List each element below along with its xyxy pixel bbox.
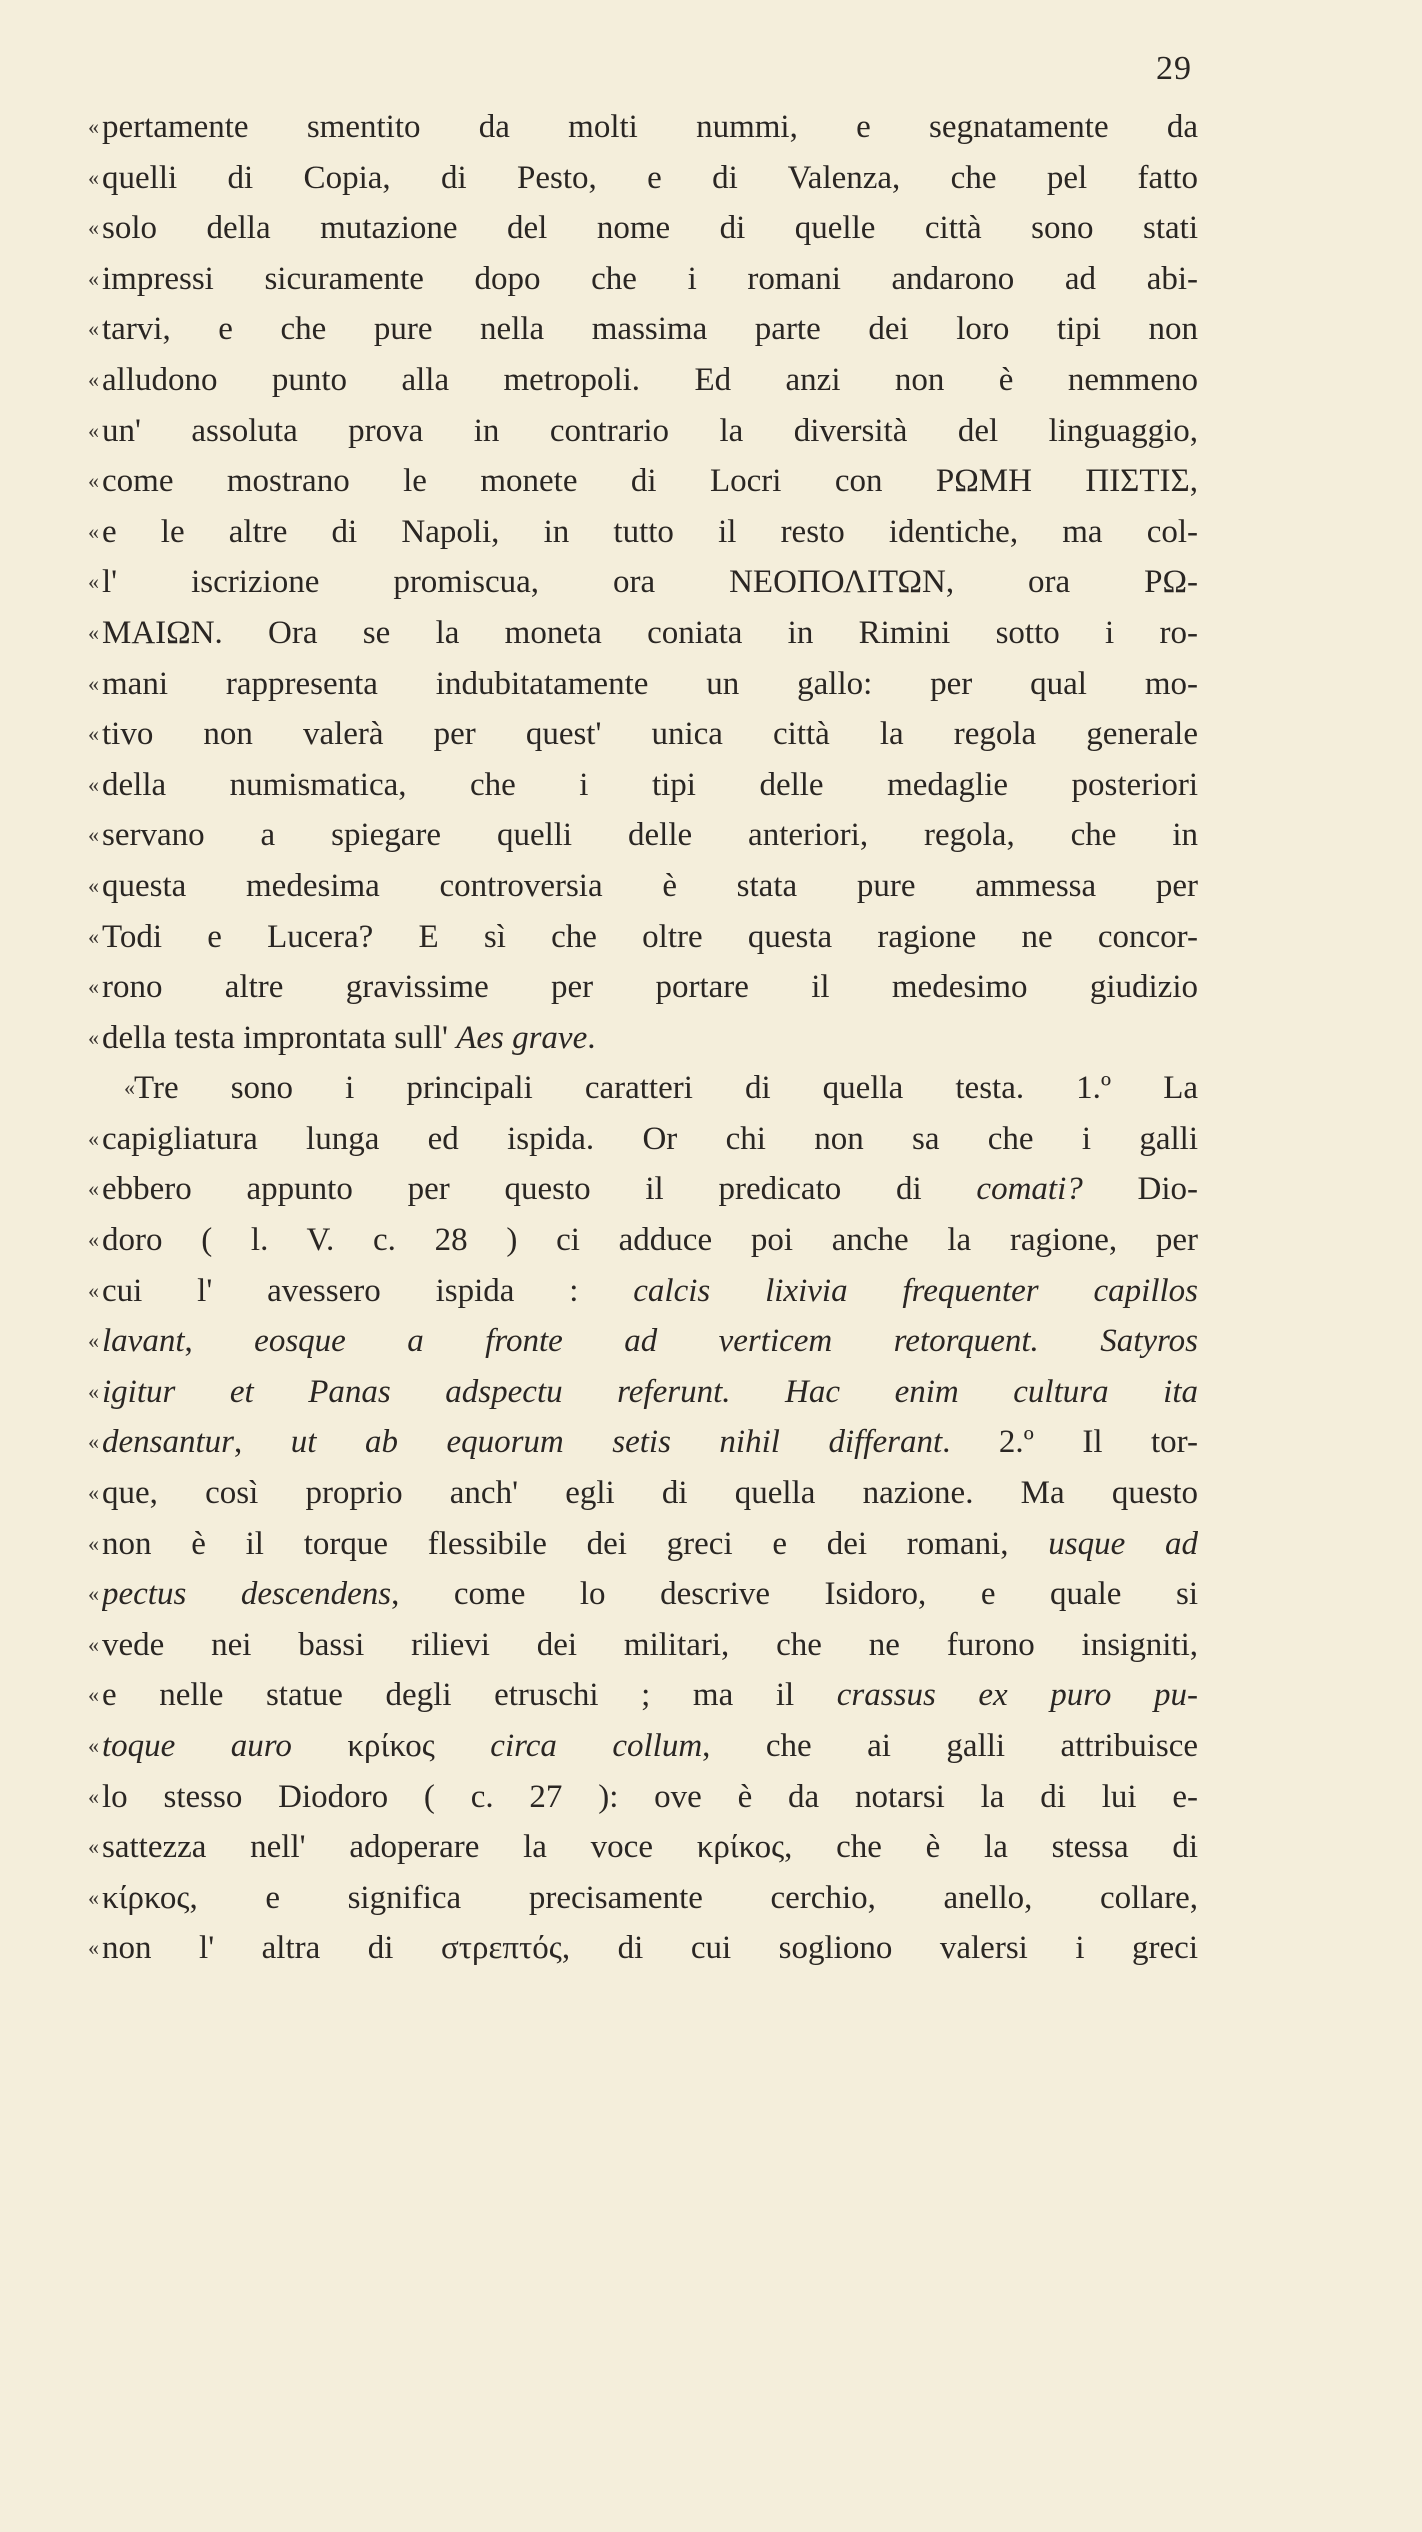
text-line — [88, 1721, 1198, 1772]
quote-mark: « — [88, 468, 99, 494]
text-segment: κρίκος — [291, 1728, 491, 1764]
text-segment: tivo non valerà per quest' unica città la regola generale — [102, 716, 1198, 753]
italic-segment: pectus descendens — [102, 1576, 392, 1613]
quote-mark: « — [88, 518, 99, 544]
text-segment: un' assoluta prova in contrario la diversità del linguaggio, — [102, 412, 1198, 449]
quote-mark: « — [88, 366, 99, 392]
quote-mark: « — [88, 114, 99, 139]
line-text — [102, 1772, 1198, 1823]
text-segment: Dio- — [1082, 1171, 1198, 1208]
text-segment: Todi e Lucera? E sì che oltre questa ragione ne concor- — [102, 918, 1198, 955]
quote-mark: « — [88, 164, 99, 190]
quote-mark: « — [88, 872, 99, 898]
text-segment: non è il torque flessibile dei greci e dei romani, — [102, 1525, 1049, 1562]
text-line — [88, 153, 1198, 204]
line-text — [102, 203, 1198, 254]
line-text — [102, 1923, 1198, 1974]
italic-segment: ut ab equorum setis nihil differant — [290, 1424, 943, 1461]
text-line — [88, 659, 1198, 710]
quote-mark: « — [88, 1834, 99, 1860]
line-text — [102, 1013, 1198, 1064]
text-line — [88, 760, 1198, 811]
quote-mark: « — [88, 721, 99, 747]
quote-mark: « — [88, 265, 99, 291]
quote-mark: « — [88, 1935, 99, 1961]
italic-segment: densantur — [102, 1424, 234, 1461]
line-text — [102, 1417, 1198, 1468]
text-segment: questa medesima controversia è stata pure ammessa per — [102, 867, 1198, 904]
line-text — [102, 1266, 1198, 1317]
quote-mark: « — [88, 1378, 99, 1404]
text-line — [88, 810, 1198, 861]
line-text — [102, 760, 1198, 811]
line-text — [102, 1164, 1198, 1215]
text-segment: sattezza nell' adoperare la voce κρίκος, che è la stessa di — [102, 1829, 1198, 1866]
quote-mark: « — [88, 1125, 99, 1151]
text-line — [88, 1923, 1198, 1974]
line-text — [102, 102, 1198, 153]
text-line — [88, 1114, 1198, 1165]
quote-mark: « — [88, 569, 99, 595]
line-text — [102, 557, 1198, 608]
text-segment: doro ( l. V. c. 28 ) ci adduce poi anche la ragione, per — [102, 1222, 1198, 1259]
line-text — [102, 355, 1198, 406]
text-line — [88, 709, 1198, 760]
text-segment: tarvi, e che pure nella massima parte dei loro tipi non — [102, 311, 1198, 348]
line-text — [102, 1519, 1198, 1570]
italic-segment: crassus ex puro pu- — [836, 1677, 1198, 1714]
text-segment: vede nei bassi rilievi dei militari, che ne furono insigniti, — [102, 1626, 1198, 1663]
quote-mark: « — [88, 1783, 99, 1809]
quote-mark: « — [88, 1581, 99, 1607]
quote-mark: « — [88, 1328, 99, 1354]
text-segment: lo stesso Diodoro ( c. 27 ): ove è da notarsi la di lui e- — [102, 1778, 1198, 1815]
text-line — [88, 304, 1198, 355]
line-text — [102, 861, 1198, 912]
quote-mark: « — [88, 923, 99, 949]
text-line — [88, 1468, 1198, 1519]
text-line — [88, 1063, 1198, 1114]
quote-mark: « — [88, 1480, 99, 1506]
text-line — [88, 1013, 1198, 1064]
text-line — [88, 1316, 1198, 1367]
line-text — [102, 1215, 1198, 1266]
text-segment: della testa improntata sull' — [102, 1019, 457, 1056]
text-segment: . 2.º Il tor- — [942, 1424, 1198, 1461]
text-line — [88, 1670, 1198, 1721]
text-segment: impressi sicuramente dopo che i romani andarono ad abi- — [102, 260, 1198, 297]
line-text — [102, 912, 1198, 963]
line-text — [102, 709, 1198, 760]
line-text — [102, 1721, 1198, 1772]
text-segment: Tre sono i principali caratteri di quella testa. 1.º La — [134, 1070, 1198, 1107]
quote-mark: « — [88, 1176, 99, 1202]
text-line — [88, 203, 1198, 254]
text-line — [88, 1620, 1198, 1671]
quote-mark: « — [88, 1733, 99, 1758]
italic-segment: Aes grave — [456, 1019, 588, 1056]
text-segment: l' iscrizione promiscua, ora ΝΕΟΠΟΛΙΤΩΝ, ora ΡΩ- — [102, 564, 1198, 601]
text-line — [88, 1873, 1198, 1924]
text-line — [88, 507, 1198, 558]
quote-mark: « — [88, 1530, 99, 1556]
line-text — [102, 304, 1198, 355]
line-text — [102, 1316, 1198, 1367]
line-text — [102, 810, 1198, 861]
line-text — [102, 153, 1198, 204]
text-line — [88, 962, 1198, 1013]
text-line — [88, 1215, 1198, 1266]
text-line — [88, 861, 1198, 912]
quote-mark: « — [88, 1024, 99, 1050]
line-text — [102, 1468, 1198, 1519]
line-text — [102, 962, 1198, 1013]
line-text — [102, 1569, 1198, 1620]
italic-segment: lavant — [102, 1323, 185, 1360]
text-segment: alludono punto alla metropoli. Ed anzi non è nemmeno — [102, 361, 1198, 398]
quote-mark: « — [88, 1682, 99, 1708]
line-text — [102, 1114, 1198, 1165]
quote-mark: « — [88, 417, 99, 443]
text-line — [88, 1266, 1198, 1317]
quote-mark: « — [88, 670, 99, 696]
text-segment: mani rappresenta indubitatamente un gallo: per qual mo- — [102, 665, 1198, 702]
text-line — [88, 1519, 1198, 1570]
quote-mark: « — [88, 1884, 99, 1910]
text-segment: , — [234, 1424, 291, 1461]
italic-segment: circa collum — [490, 1728, 703, 1764]
line-text — [102, 608, 1198, 659]
text-segment: della numismatica, che i tipi delle medaglie posteriori — [102, 766, 1198, 803]
quote-mark: « — [88, 316, 99, 342]
line-text — [134, 1063, 1198, 1114]
text-line — [88, 1822, 1198, 1873]
text-line — [88, 102, 1198, 153]
quote-mark: « — [88, 215, 99, 241]
italic-segment: calcis lixivia frequenter capillos — [633, 1272, 1198, 1309]
text-segment: servano a spiegare quelli delle anteriori, regola, che in — [102, 817, 1198, 854]
text-line — [88, 557, 1198, 608]
text-segment: e nelle statue degli etruschi ; ma il — [102, 1677, 837, 1714]
quote-mark: « — [88, 771, 99, 797]
line-text — [102, 1670, 1198, 1721]
line-text — [102, 659, 1198, 710]
text-segment: quelli di Copia, di Pesto, e di Valenza, che pel fatto — [102, 159, 1198, 196]
text-segment: e le altre di Napoli, in tutto il resto identiche, ma col- — [102, 513, 1198, 550]
quote-mark: « — [88, 1631, 99, 1657]
text-segment: , — [184, 1323, 255, 1360]
text-segment: , come lo descrive Isidoro, e quale si — [391, 1576, 1198, 1613]
quote-mark: « — [88, 974, 99, 1000]
line-text — [102, 1367, 1198, 1418]
text-line — [88, 406, 1198, 457]
text-line — [88, 456, 1198, 507]
line-text — [102, 1620, 1198, 1671]
text-segment: . — [587, 1019, 596, 1056]
italic-segment: comati? — [976, 1171, 1083, 1208]
text-segment: solo della mutazione del nome di quelle città sono stati — [102, 210, 1198, 247]
line-text — [102, 254, 1198, 305]
text-line — [88, 608, 1198, 659]
text-segment: pertamente smentito da molti nummi, e segnatamente da — [102, 109, 1198, 145]
text-segment: rono altre gravissime per portare il medesimo giudizio — [102, 969, 1198, 1006]
quote-mark: « — [88, 619, 99, 645]
line-text — [102, 406, 1198, 457]
text-line — [88, 912, 1198, 963]
text-line — [88, 254, 1198, 305]
quote-mark: « — [88, 1277, 99, 1303]
text-line — [88, 1367, 1198, 1418]
text-segment: κίρκος, e significa precisamente cerchio, anello, collare, — [102, 1879, 1198, 1916]
quote-mark: « — [124, 1075, 135, 1101]
body-text — [88, 102, 1198, 1974]
page-number: 29 — [1156, 50, 1192, 87]
text-line — [88, 1417, 1198, 1468]
text-line — [88, 1164, 1198, 1215]
line-text — [102, 456, 1198, 507]
line-text — [102, 507, 1198, 558]
text-line — [88, 355, 1198, 406]
quote-mark: « — [88, 1429, 99, 1455]
text-segment: , che ai galli attribuisce — [702, 1728, 1198, 1764]
text-line — [88, 1569, 1198, 1620]
text-segment: come mostrano le monete di Locri con ΡΩΜΗ ΠΙΣΤΙΣ, — [102, 463, 1198, 500]
line-text — [102, 1873, 1198, 1924]
text-segment: ebbero appunto per questo il predicato di — [102, 1171, 977, 1208]
line-text — [102, 1822, 1198, 1873]
text-segment: cui l' avessero ispida : — [102, 1272, 634, 1309]
quote-mark: « — [88, 1227, 99, 1253]
text-line — [88, 1772, 1198, 1823]
italic-segment: eosque a fronte ad verticem retorquent. Satyros — [254, 1323, 1198, 1360]
italic-segment: usque ad — [1048, 1525, 1198, 1562]
quote-mark: « — [88, 822, 99, 848]
italic-segment: toque auro — [102, 1728, 292, 1764]
text-segment: que, così proprio anch' egli di quella nazione. Ma questo — [102, 1475, 1198, 1512]
text-segment: ΜΑΙΩΝ. Ora se la moneta coniata in Rimini sotto i ro- — [102, 614, 1198, 651]
text-segment: non l' altra di στρεπτός, di cui sogliono valersi i greci — [102, 1930, 1198, 1967]
text-segment: capigliatura lunga ed ispida. Or chi non sa che i galli — [102, 1120, 1198, 1157]
italic-segment: igitur et Panas adspectu referunt. Hac enim cultura ita — [102, 1373, 1198, 1410]
